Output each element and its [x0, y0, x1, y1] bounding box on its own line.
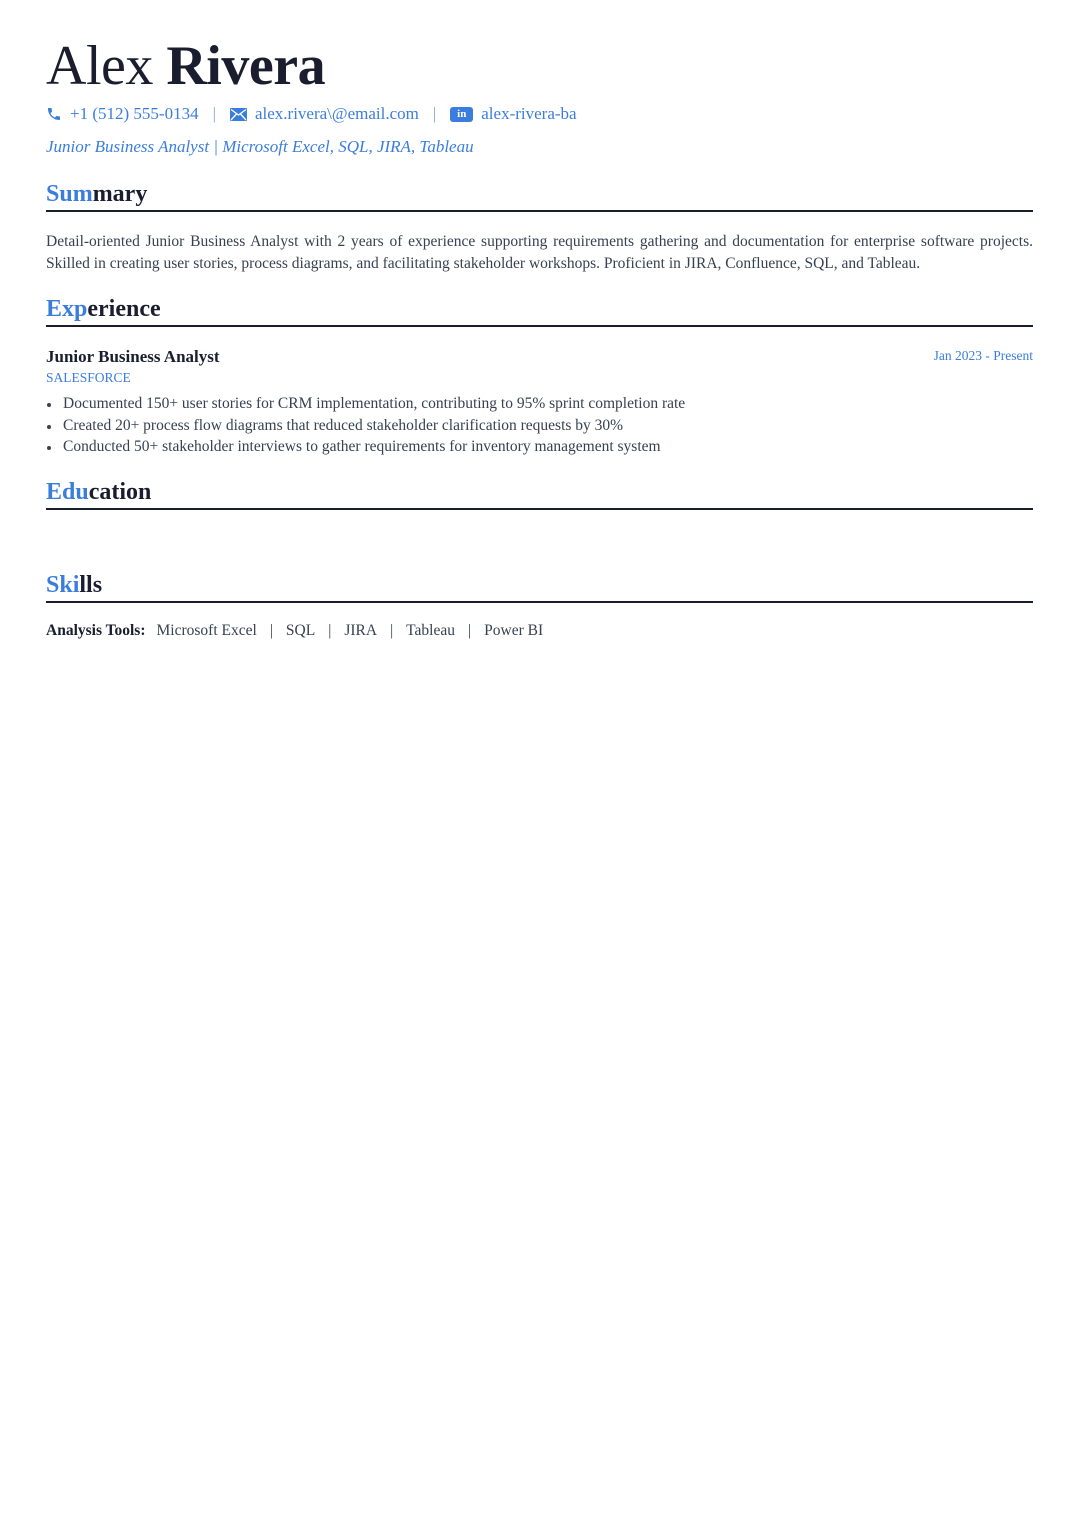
- candidate-name: [46, 34, 325, 98]
- skill-separator: |: [269, 622, 273, 639]
- linkedin-icon: in: [450, 107, 473, 122]
- summary-text: Detail-oriented Junior Business Analyst with 2 years of experience supporting requirements gathering and documentation for enterprise software projects. Skilled in creating user stories, process diagrams, and facilitating stakeholder workshops. Proficient in JIRA, Confluence, SQL, and Tableau.: [46, 233, 1033, 272]
- skill-separator: |: [328, 622, 332, 639]
- job-title: Junior Business Analyst: [46, 347, 220, 366]
- skill-item: JIRA: [344, 622, 378, 639]
- phone-contact[interactable]: [46, 104, 199, 124]
- section-title-summary: Summary: [46, 179, 1033, 212]
- skill-item: Power BI: [484, 622, 544, 639]
- last-name: Rivera: [166, 35, 326, 97]
- skills-group-label: Analysis Tools:: [46, 622, 146, 639]
- job-bullets: [46, 393, 685, 458]
- skill-item: Tableau: [406, 622, 456, 639]
- linkedin-handle: alex-rivera-ba: [481, 104, 577, 123]
- linkedin-contact[interactable]: [450, 104, 576, 124]
- job-company: SALESFORCE: [46, 370, 131, 385]
- bullet-item: Conducted 50+ stakeholder interviews to gather requirements for inventory management system: [46, 436, 685, 458]
- section-title-education: Education: [46, 477, 1033, 510]
- phone-number: +1 (512) 555-0134: [70, 104, 199, 123]
- email-address: alex.rivera\@email.com: [254, 104, 419, 123]
- email-contact[interactable]: [230, 104, 419, 124]
- section-title-skills: Skills: [46, 570, 1033, 603]
- skill-item: SQL: [285, 622, 316, 639]
- contact-separator: |: [212, 104, 216, 123]
- contact-bar: [46, 102, 577, 126]
- skills-row-analysis-tools: [46, 622, 543, 640]
- bullet-item: Created 20+ process flow diagrams that reduced stakeholder clarification requests by 30%: [46, 415, 685, 437]
- bullet-item: Documented 150+ user stories for CRM implementation, contributing to 95% sprint completion rate: [46, 393, 685, 415]
- job-dates: Jan 2023 - Present: [933, 348, 1033, 363]
- contact-separator: |: [432, 104, 437, 123]
- skill-separator: |: [468, 622, 472, 639]
- phone-icon: [46, 106, 62, 122]
- headline-tagline: Junior Business Analyst | Microsoft Excel, SQL, JIRA, Tableau: [46, 137, 474, 156]
- skill-separator: |: [390, 622, 394, 639]
- first-name: Alex: [46, 35, 153, 97]
- section-title-experience: Experience: [46, 294, 1033, 327]
- email-icon: [230, 108, 247, 121]
- skill-item: Microsoft Excel: [156, 622, 257, 639]
